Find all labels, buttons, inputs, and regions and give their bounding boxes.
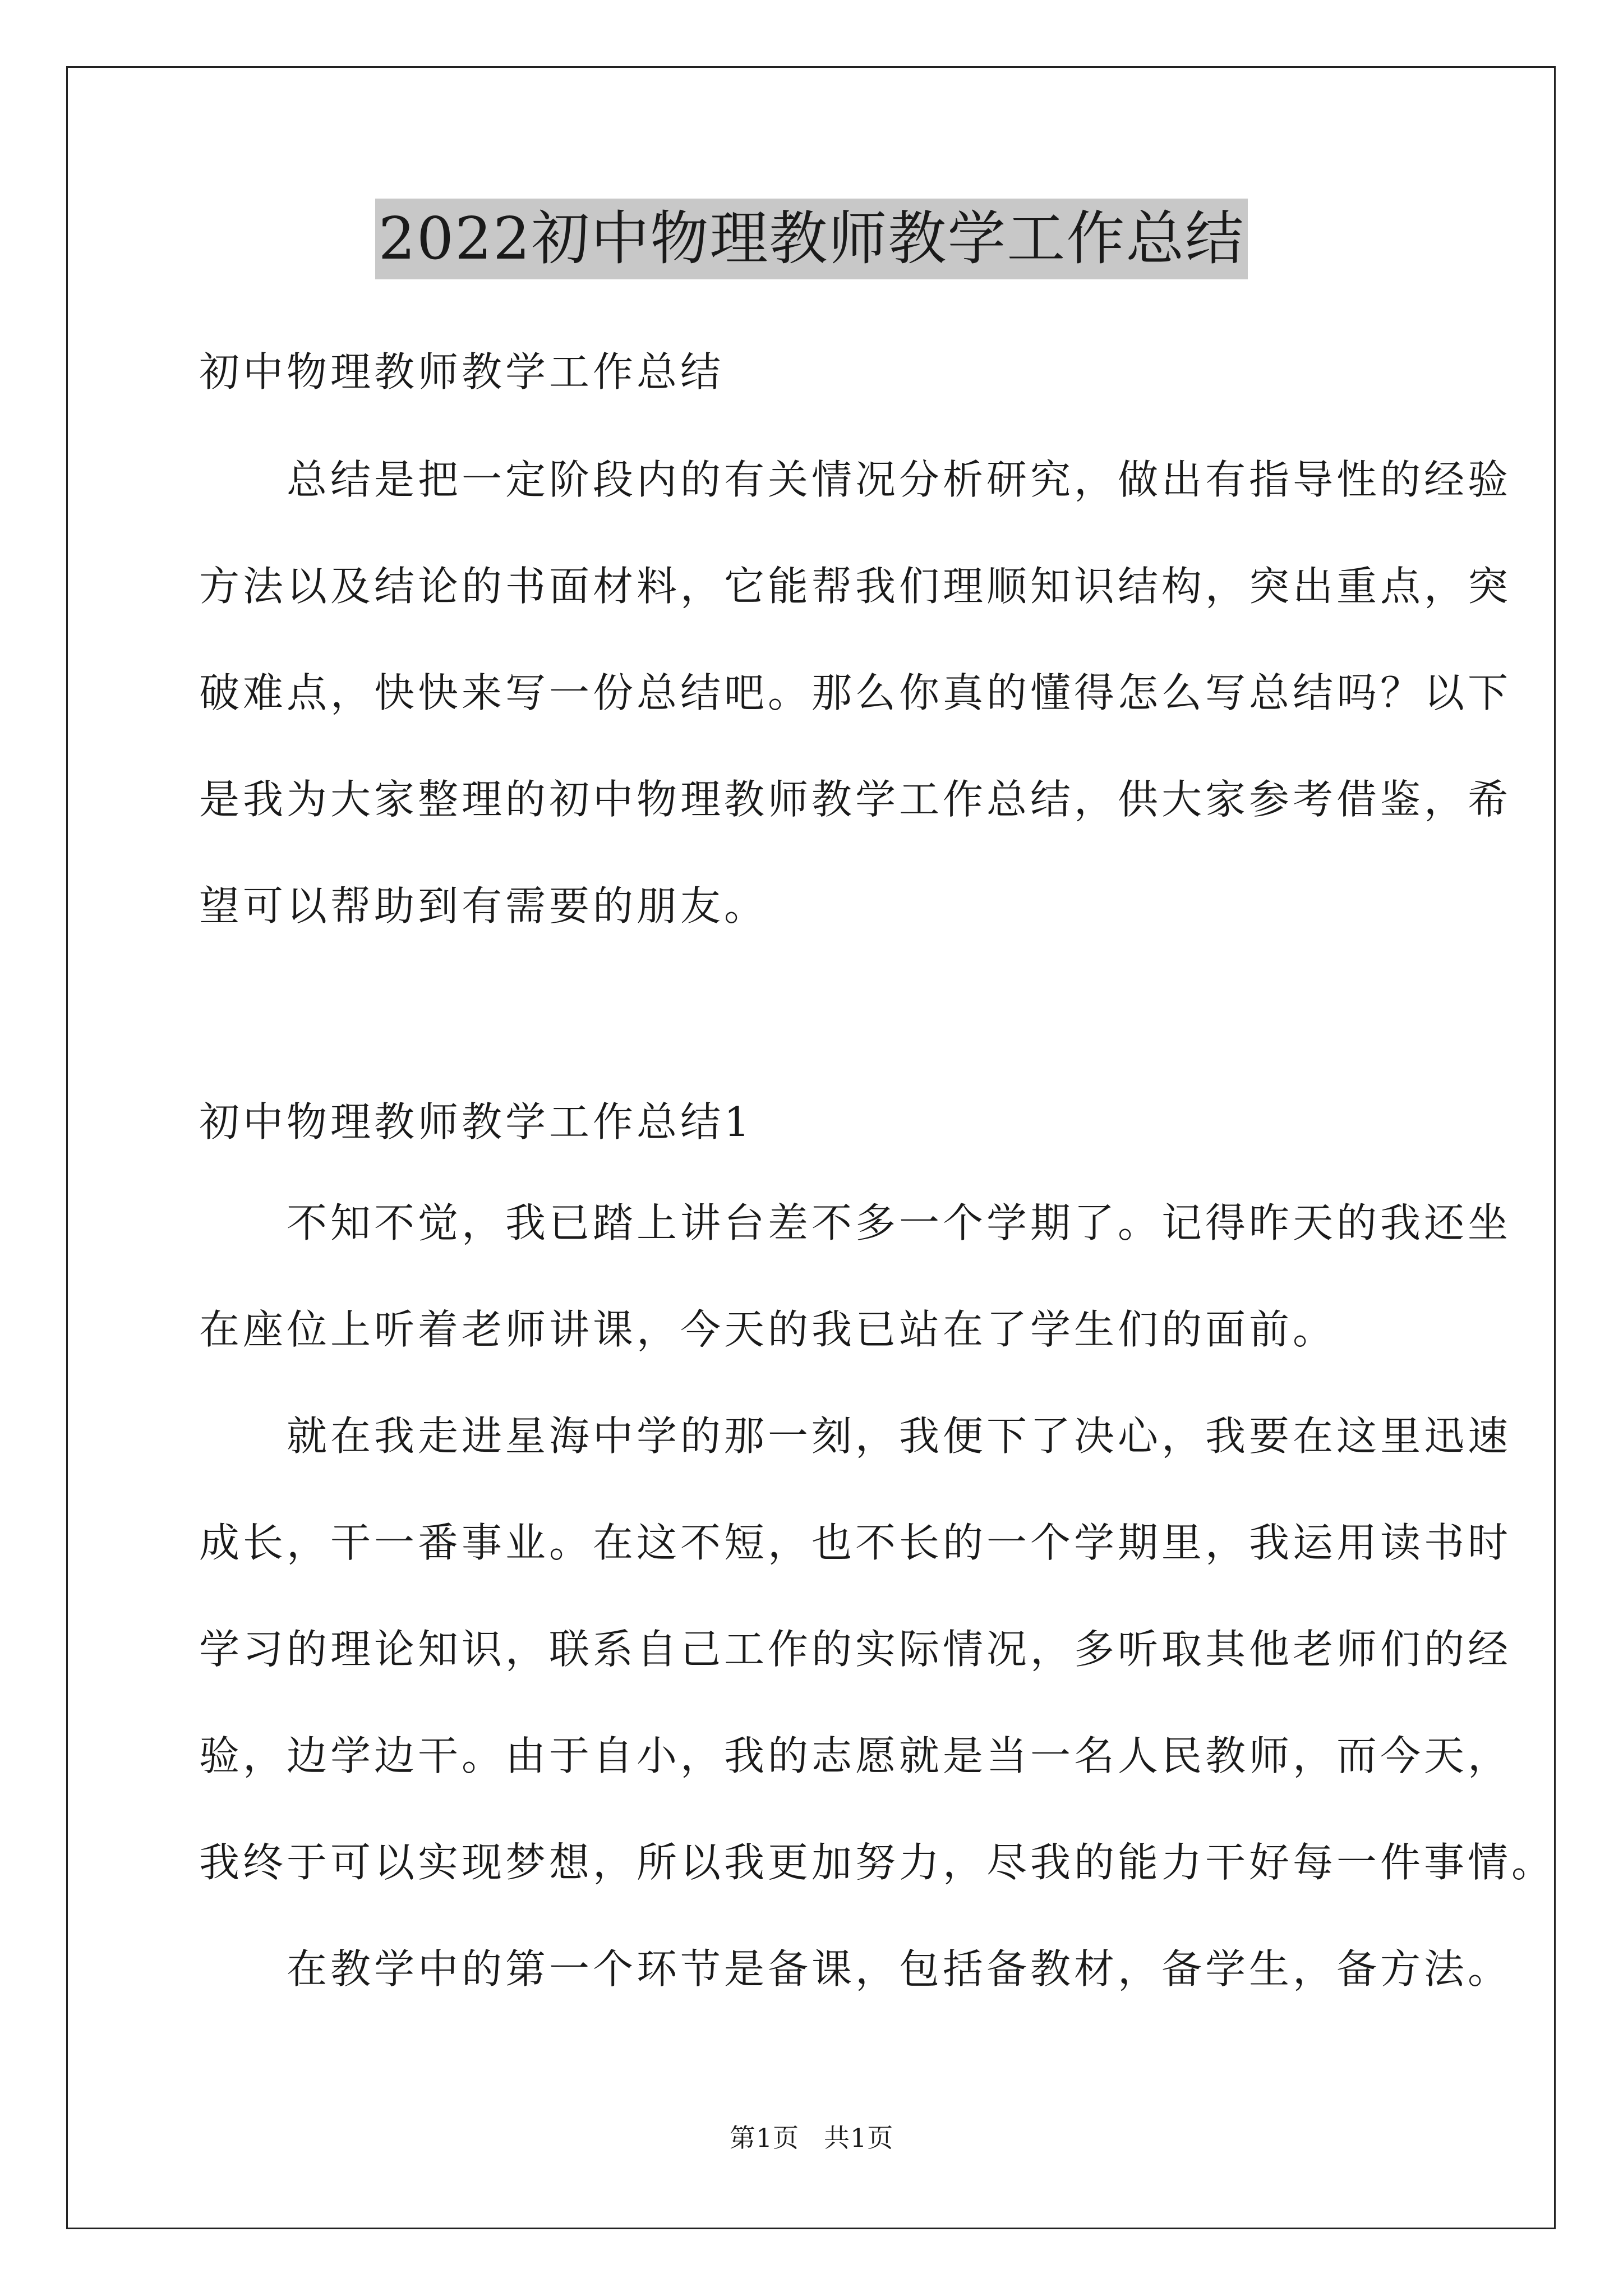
text-line: 我终于可以实现梦想，所以我更加努力，尽我的能力干好每一件事情。 [199,1839,1556,1886]
text-line: 就在我走进星海中学的那一刻，我便下了决心，我要在这里迅速 [199,1412,1512,1460]
text-line: 在座位上听着老师讲课，今天的我已站在了学生们的面前。 [199,1306,1337,1353]
body-paragraph [199,1410,1555,1943]
page-footer [0,2125,1623,2151]
text-line: 不知不觉，我已踏上讲台差不多一个学期了。记得昨天的我还坐 [199,1199,1512,1246]
text-line: 初中物理教师教学工作总结1 [199,1098,753,1145]
document-title-wrapper [0,199,1623,279]
text-line: 初中物理教师教学工作总结 [199,348,725,395]
text-line: 方法以及结论的书面材料，它能帮我们理顺知识结构，突出重点，突 [199,563,1512,610]
section-heading [199,1096,753,1148]
document-title: 2022初中物理教师教学工作总结 [375,199,1248,279]
text-line: 是我为大家整理的初中物理教师教学工作总结，供大家参考借鉴，希 [199,776,1512,823]
page-number-current: 第1页 [729,2123,799,2153]
page-number-total: 共1页 [824,2123,894,2153]
text-line: 在教学中的第一个环节是备课，包括备教材，备学生，备方法。 [199,1945,1512,1993]
body-paragraph [199,1943,1511,1995]
text-line: 望可以帮助到有需要的朋友。 [199,882,768,930]
text-line: 破难点，快快来写一份总结吧。那么你真的懂得怎么写总结吗？以下 [199,669,1512,716]
body-paragraph [199,1197,1511,1410]
text-line: 总结是把一定阶段内的有关情况分析研究，做出有指导性的经验 [199,456,1512,503]
text-line: 学习的理论知识，联系自己工作的实际情况，多听取其他老师们的经 [199,1626,1512,1673]
intro-paragraph [199,453,1511,986]
text-line: 验，边学边干。由于自小，我的志愿就是当一名人民教师，而今天， [199,1732,1512,1779]
text-line: 成长，干一番事业。在这不短，也不长的一个学期里，我运用读书时 [199,1519,1512,1566]
section-heading [199,346,724,398]
